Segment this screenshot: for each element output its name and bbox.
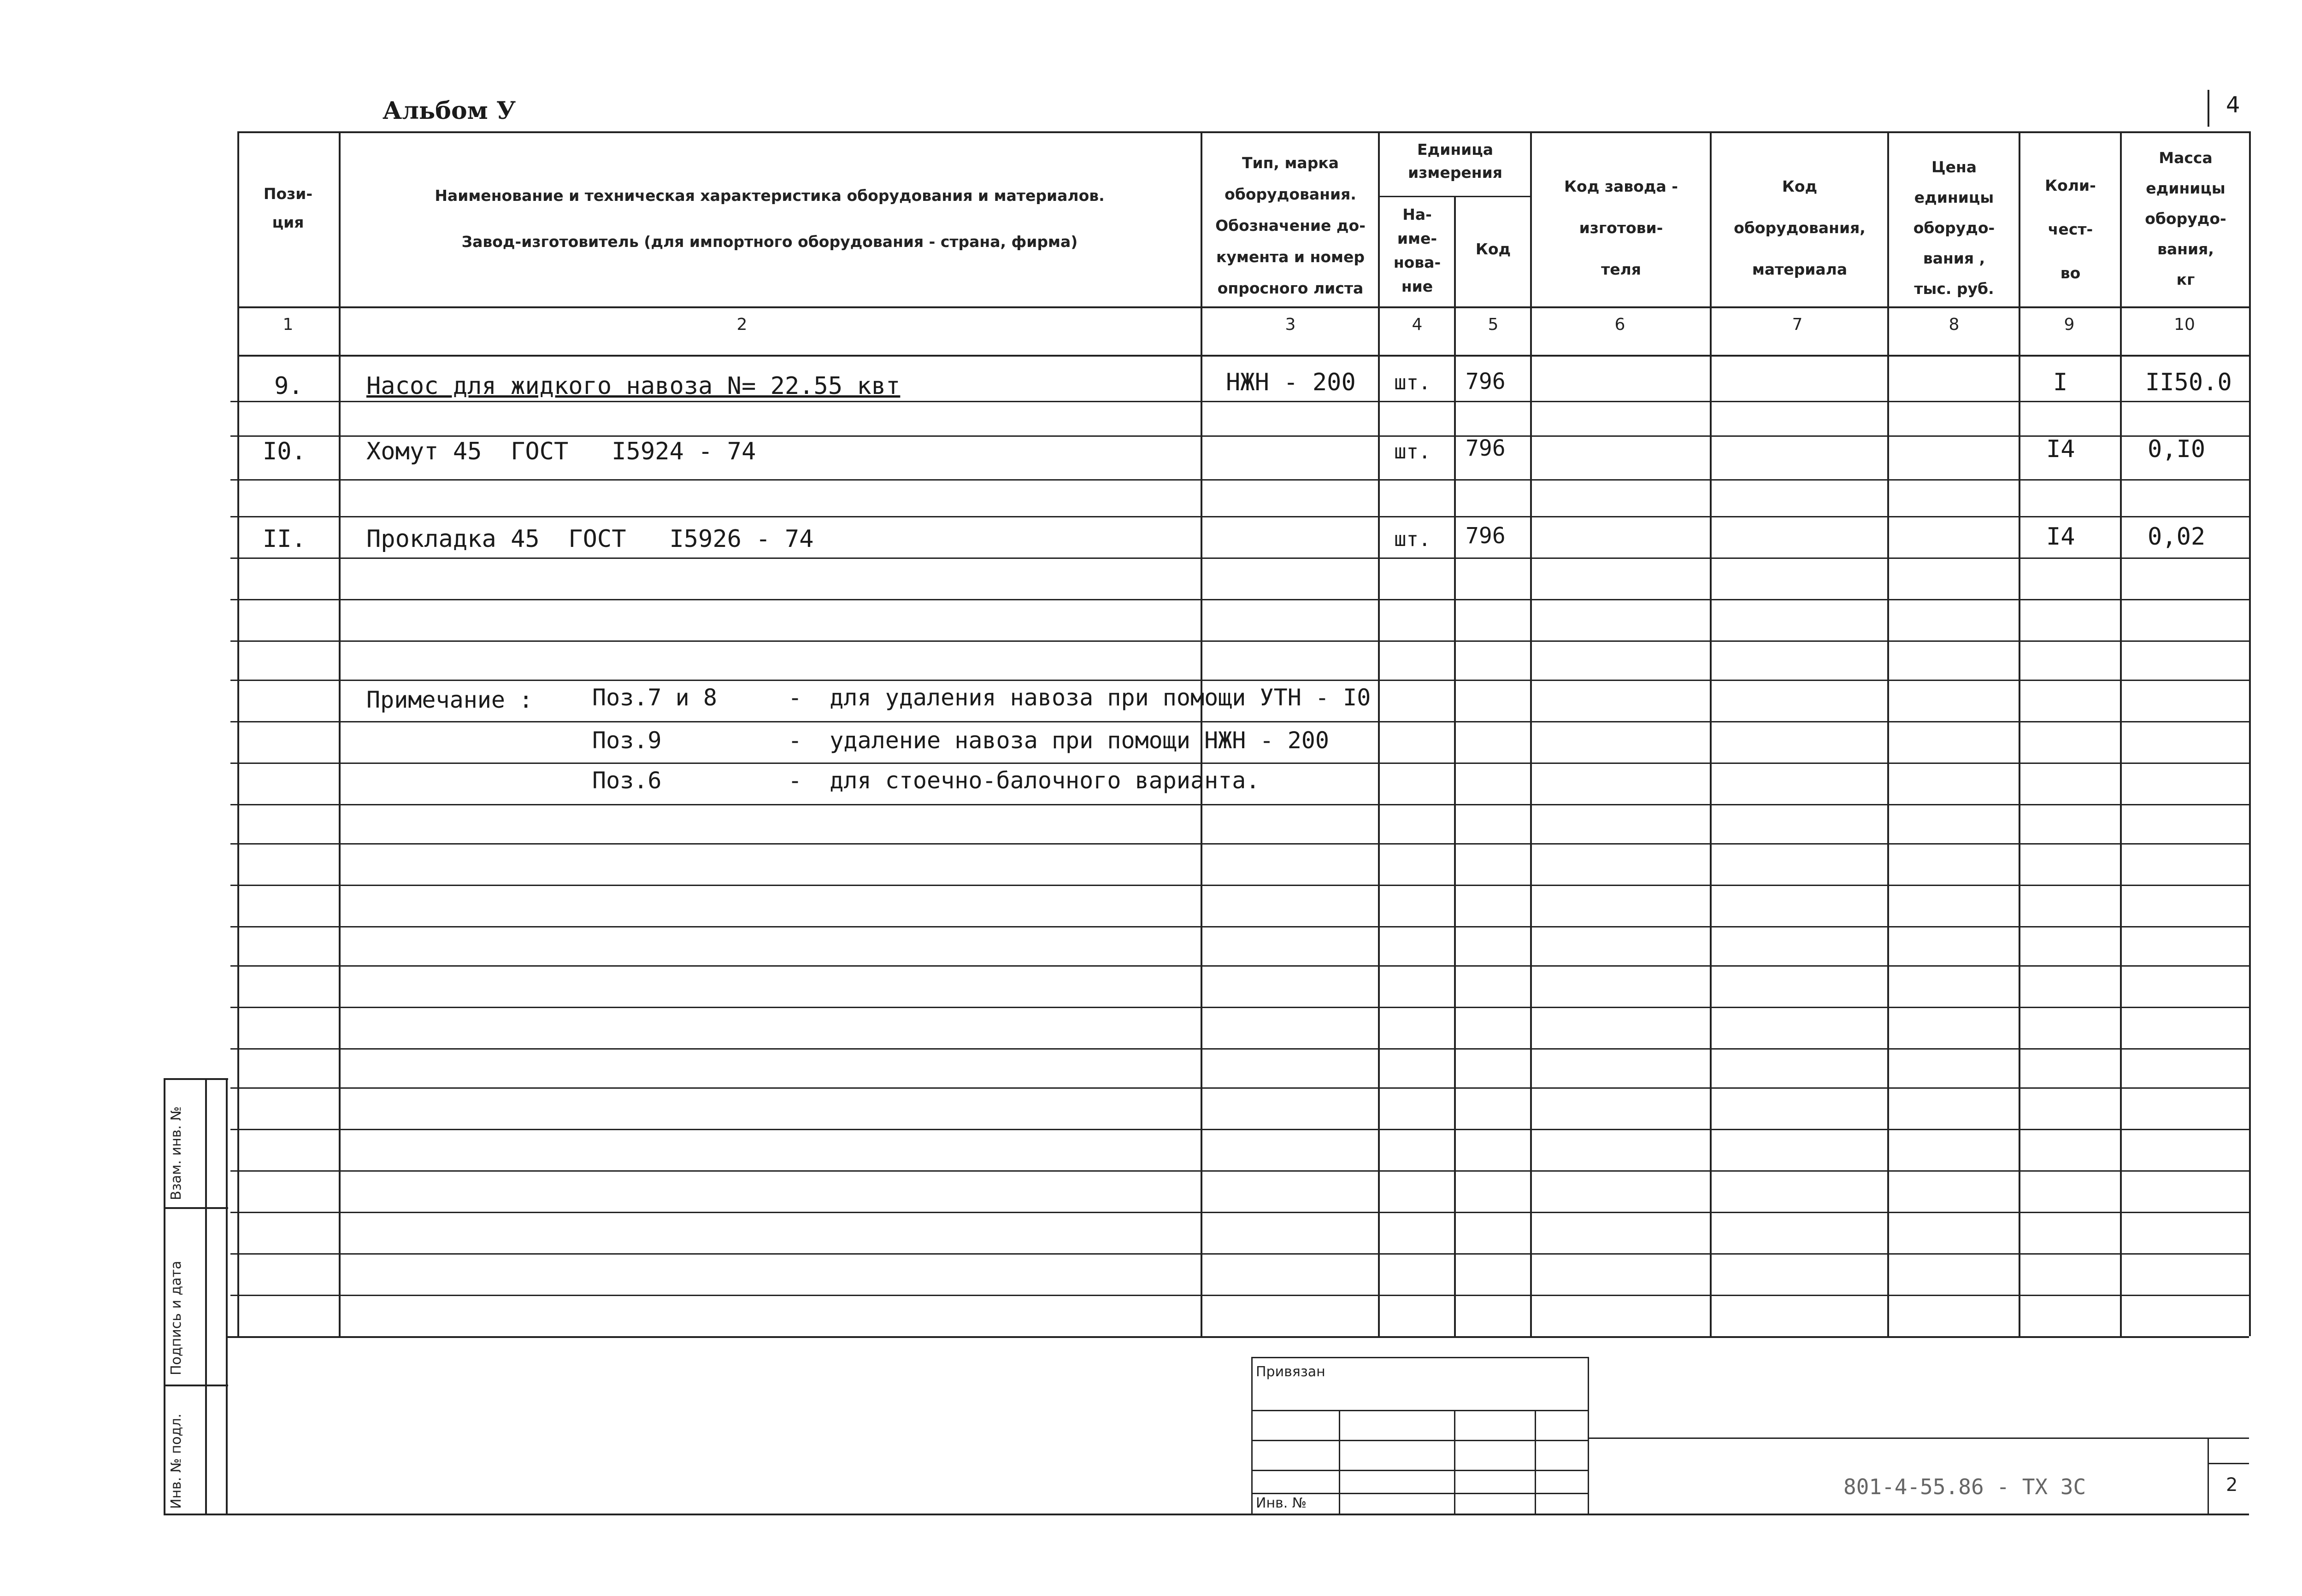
page-number-divider [2208,90,2209,127]
row-type: НЖН - 200 [1226,369,1356,396]
note-text: - для удаления навоза при помощи УТН - I0 [788,684,1371,711]
row-qty: I [2053,369,2068,396]
col-num-10: 10 [2174,315,2195,334]
row-code: 796 [1466,523,1506,549]
row-name: Насос для жидкого навоза N= 22.55 квт [366,372,901,400]
album-title: Альбом У [383,97,516,125]
header-position: Пози- ция [263,185,313,231]
header-unit-code: Код [1475,240,1511,258]
stamp-sheet: 2 [2226,1474,2238,1496]
col-num-8: 8 [1949,315,1960,334]
row-qty: I4 [2046,435,2075,463]
side-label-original-inv: Инв. № подл. [168,1414,184,1509]
stamp-inv: Инв. № [1256,1495,1307,1511]
row-unit: шт. [1394,440,1431,464]
side-label-replace-inv: Взам. инв. № [168,1106,184,1200]
row-pos: II. [263,525,306,553]
header-equipment-code: Код оборудования, материала [1734,177,1866,278]
note-label: Примечание : [366,687,533,713]
row-mass: 0,02 [2148,523,2206,551]
stamp-code: 801-4-55.86 - ТХ 3С [1843,1474,2086,1499]
row-unit: шт. [1394,528,1431,551]
header-unit-name: На- имe- нова- ние [1393,205,1441,295]
col-num-5: 5 [1488,315,1499,334]
header-mass: Масса единицы оборудо- вания, кг [2145,149,2226,288]
row-name: Хомут 45 ГОСТ I5924 - 74 [366,438,756,465]
col-num-7: 7 [1792,315,1803,334]
row-unit: шт. [1394,371,1431,394]
col-num-2: 2 [736,315,748,334]
row-pos: I0. [263,438,306,465]
note-ref: Поз.7 и 8 [592,684,717,711]
note-text: - удаление навоза при помощи НЖН - 200 [788,727,1329,754]
row-mass: 0,I0 [2148,435,2206,463]
header-type: Тип, марка оборудования. Обозначение до- кумента и номер опросного листа [1215,154,1366,297]
row-code: 796 [1466,369,1506,394]
col-num-1: 1 [283,315,294,334]
col-num-9: 9 [2064,315,2075,334]
page-number: 4 [2226,92,2240,118]
header-unit: Единица измерения [1408,141,1502,182]
note-ref: Поз.6 [592,767,662,794]
header-price: Цена единицы оборудо- вания , тыс. руб. [1913,158,1995,298]
row-pos: 9. [274,372,303,400]
col-num-4: 4 [1412,315,1423,334]
header-name: Наименование и техническая характеристика оборудования и материалов. Завод-изготовитель (для импортного оборудования - страна, фирма) [435,187,1105,251]
stamp-attached: Привязан [1256,1364,1325,1380]
row-code: 796 [1466,435,1506,461]
col-num-3: 3 [1285,315,1296,334]
row-name: Прокладка 45 ГОСТ I5926 - 74 [366,525,814,553]
header-quantity: Коли- чест- во [2045,176,2096,282]
row-mass: II50.0 [2145,369,2232,396]
row-qty: I4 [2046,523,2075,551]
side-label-signature-date: Подпись и дата [168,1261,184,1375]
header-factory-code: Код завода - изготови- теля [1564,177,1678,278]
note-text: - для стоечно-балочного варианта. [788,767,1260,794]
note-ref: Поз.9 [592,727,662,754]
col-num-6: 6 [1614,315,1625,334]
